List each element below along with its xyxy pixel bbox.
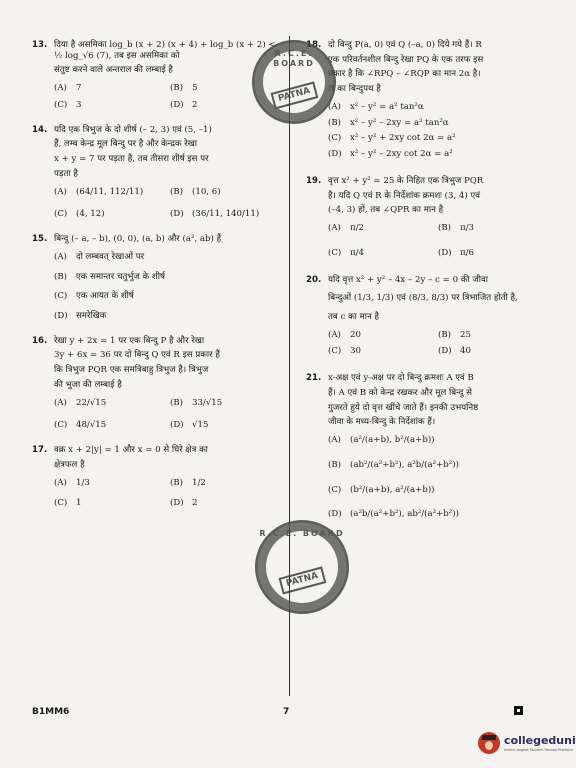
- options: [54, 187, 280, 220]
- stem-line: प्रकार है कि ∠RPQ – ∠RQP का मान 2α है।: [328, 69, 481, 80]
- option: [54, 83, 164, 94]
- question-number: 15.: [32, 234, 48, 245]
- stem-line: तब c का मान है: [328, 312, 380, 323]
- option-label: (A): [54, 186, 67, 197]
- option-text: 40: [460, 346, 471, 357]
- option-text: (4, 12): [76, 209, 105, 220]
- option: [54, 498, 164, 509]
- option-text: 3: [76, 99, 82, 110]
- stem-line: है। यदि Q एवं R के निर्देशांक क्रमशः (3, 4) एवं: [328, 190, 481, 201]
- option: [328, 248, 432, 259]
- stem-line: x + y = 7 पर पड़ता है, तब तीसरा शीर्ष इस पर: [54, 154, 209, 165]
- question-body: [328, 40, 542, 160]
- options: [54, 478, 280, 509]
- question-number: 17.: [32, 445, 48, 456]
- question-17: [32, 445, 280, 509]
- question-number: 19.: [306, 175, 322, 186]
- option: [328, 509, 542, 520]
- question-16: [32, 336, 280, 431]
- question-body: [54, 445, 280, 509]
- brand-tagline: India's largest Student Review Platform: [504, 747, 573, 752]
- option-text: 1: [76, 498, 82, 509]
- option-text: समरेखिक: [76, 311, 107, 322]
- option-text: (ab²/(a²+b²), a²b/(a²+b²)): [350, 459, 459, 470]
- option: [170, 187, 280, 198]
- question-15: [32, 234, 280, 322]
- option-text: दो लम्बवत् रेखाओं पर: [76, 251, 145, 262]
- board-stamp: [252, 40, 336, 124]
- question-21: [306, 373, 542, 520]
- option: [328, 149, 542, 160]
- stem-line: दिया है असमिका log_b (x + 2) (x + 4) + log_b (x + 2) < ½ log_√6 (7), तब इस असमिका को: [54, 40, 276, 61]
- option-text: √15: [192, 420, 209, 431]
- option: [54, 311, 280, 322]
- option-text: 22/√15: [76, 397, 107, 408]
- option-label: (D): [170, 99, 184, 110]
- booklet-code: B1MM6: [32, 707, 70, 717]
- option-text: 2: [192, 99, 198, 110]
- option: [54, 187, 164, 198]
- option: [438, 248, 542, 259]
- question-number: 13.: [32, 40, 48, 50]
- question-14: [32, 125, 280, 220]
- option-label: (A): [328, 101, 341, 112]
- option-label: (B): [170, 477, 184, 488]
- question-body: [54, 40, 280, 111]
- option-label: (D): [438, 247, 452, 258]
- option: [438, 223, 542, 234]
- collegeduni-logo: [478, 732, 576, 754]
- options: [54, 83, 280, 110]
- option-label: (D): [328, 509, 342, 520]
- option-label: (C): [54, 291, 68, 302]
- stamp-ring-text: R.C.E. BOARD: [273, 49, 315, 68]
- stem-line: हैं। A एवं B को केन्द्र रखकर और मूल बिन्दु से: [328, 387, 472, 398]
- board-stamp: [255, 520, 349, 614]
- option: [54, 209, 164, 220]
- option: [328, 118, 542, 129]
- option-text: 5: [192, 83, 198, 94]
- left-column: [32, 40, 280, 521]
- question-13: [32, 40, 280, 111]
- option-text: π/4: [350, 247, 365, 258]
- option-text: एक आयत के शीर्ष: [76, 291, 134, 302]
- option-label: (B): [54, 271, 68, 282]
- option: [170, 209, 280, 220]
- option: [328, 330, 432, 341]
- option-text: π/3: [460, 223, 475, 234]
- option-text: π/2: [350, 223, 365, 234]
- option-label: (B): [438, 329, 452, 340]
- options: [328, 223, 542, 258]
- question-stem: [54, 336, 280, 391]
- stamp-center-text: PATNA: [270, 82, 318, 110]
- stem-line: पड़ता है: [54, 168, 78, 179]
- option-text: x² – y² – 2xy cot 2α = a²: [350, 149, 453, 160]
- question-stem: [54, 234, 280, 245]
- option: [54, 252, 280, 263]
- question-stem: [328, 176, 542, 216]
- option: [54, 272, 280, 283]
- option: [54, 420, 164, 431]
- question-stem: [328, 373, 542, 428]
- option-text: (36/11, 140/11): [192, 209, 260, 220]
- stem-line: जीवा के मध्य-बिन्दु के निर्देशांक हैं।: [328, 417, 436, 428]
- option-label: (B): [170, 397, 184, 408]
- question-body: [54, 125, 280, 220]
- option: [54, 100, 164, 111]
- option-label: (C): [54, 209, 68, 220]
- logo-text: [504, 734, 576, 752]
- option-label: (D): [170, 498, 184, 509]
- option: [170, 398, 280, 409]
- option-label: (A): [54, 397, 67, 408]
- stem-line: हैं, लम्ब केन्द्र मूल बिन्दु पर है और केन्द्रक रेखा: [54, 139, 197, 150]
- option: [328, 460, 542, 471]
- question-body: [54, 234, 280, 322]
- option: [170, 420, 280, 431]
- option-label: (B): [438, 223, 452, 234]
- option-label: (D): [170, 209, 184, 220]
- option-text: (64/11, 112/11): [76, 186, 144, 197]
- option-text: 20: [350, 329, 361, 340]
- option: [170, 478, 280, 489]
- option-text: 7: [76, 83, 82, 94]
- option-label: (A): [54, 477, 67, 488]
- option-label: (B): [170, 83, 184, 94]
- options: [328, 330, 542, 357]
- stem-line: बिन्दु (– a, – b), (0, 0), (a, b) और (a², ab) हैं: [54, 234, 222, 245]
- option-text: 33/√15: [192, 397, 223, 408]
- option: [54, 291, 280, 302]
- option: [328, 435, 542, 446]
- option-label: (C): [328, 346, 342, 357]
- options: [328, 102, 542, 160]
- option-text: x² – y² = a² tan²α: [350, 101, 424, 112]
- option-label: (A): [328, 329, 341, 340]
- stem-line: संतुष्ट करने वाले अन्तराल की लम्बाई है: [54, 65, 173, 76]
- options: [54, 398, 280, 431]
- question-stem: [54, 40, 280, 76]
- stem-line: R का बिन्दुपथ है: [328, 84, 381, 95]
- option-label: (C): [54, 420, 68, 431]
- option-text: 2: [192, 498, 198, 509]
- option-label: (B): [170, 186, 184, 197]
- option: [328, 102, 542, 113]
- option-label: (D): [328, 149, 342, 160]
- option-label: (D): [170, 420, 184, 431]
- stem-line: रेखा y + 2x = 1 पर एक बिन्दु P है और रेखा: [54, 335, 205, 346]
- stem-line: (–4, 3) हों, तब ∠QPR का मान है: [328, 205, 444, 216]
- options: [54, 252, 280, 322]
- stem-line: वक्र x + 2|y| = 1 और x = 0 से घिरे क्षेत्र का: [54, 445, 208, 456]
- options: [328, 435, 542, 520]
- option: [438, 330, 542, 341]
- option: [328, 133, 542, 144]
- option-label: (C): [328, 247, 342, 258]
- stem-line: क्षेत्रफल है: [54, 459, 85, 470]
- stem-line: दो बिन्दु P(a, 0) एवं Q (–a, 0) दिये गये हैं। R: [328, 40, 482, 50]
- question-stem: [328, 40, 542, 95]
- option: [328, 346, 432, 357]
- question-body: [328, 275, 542, 358]
- question-number: 20.: [306, 274, 322, 285]
- question-number: 16.: [32, 335, 48, 346]
- option: [54, 398, 164, 409]
- stem-line: एक परिवर्तनशील बिन्दु रेखा PQ के एक तरफ इस: [328, 54, 484, 65]
- option-text: (10, 6): [192, 186, 221, 197]
- option: [438, 346, 542, 357]
- option-label: (B): [328, 459, 342, 470]
- square-marker-icon: [514, 706, 523, 715]
- option-text: x² – y² – 2xy = a² tan²α: [350, 117, 449, 128]
- right-column: [306, 40, 542, 532]
- option-label: (A): [54, 251, 67, 262]
- stem-line: x-अक्ष एवं y-अक्ष पर दो बिन्दु क्रमशः A एवं B: [328, 373, 474, 384]
- stem-line: कि त्रिभुज PQR एक समत्रिबाहु त्रिभुज है। त्रिभुज: [54, 365, 209, 376]
- option-label: (C): [54, 99, 68, 110]
- option-text: 1/3: [76, 477, 90, 488]
- stem-line: की भुजा की लम्बाई है: [54, 379, 122, 390]
- brand-name: collegeduni: [504, 733, 576, 747]
- stem-line: गुजरते हुये दो वृत्त खींचे जाते हैं। इनकी उभयनिष्ठ: [328, 402, 479, 413]
- option-text: 30: [350, 346, 361, 357]
- stem-line: बिन्दुओं (1/3, 1/3) एवं (8/3, 8/3) पर त्रिभाजित होती है,: [328, 293, 518, 304]
- option-label: (D): [54, 311, 68, 322]
- option-text: (a²b/(a²+b²), ab²/(a²+b²)): [350, 509, 459, 520]
- question-body: [328, 176, 542, 259]
- option-text: (a²/(a+b), b²/(a+b)): [350, 435, 435, 446]
- option-label: (A): [328, 223, 341, 234]
- student-avatar-icon: [478, 732, 500, 754]
- option: [170, 498, 280, 509]
- stem-line: यदि वृत्त x² + y² – 4x – 2y – c = 0 की जीवा: [328, 274, 488, 285]
- option: [328, 485, 542, 496]
- option: [328, 223, 432, 234]
- option-text: 48/√15: [76, 420, 107, 431]
- question-number: 18.: [306, 40, 322, 50]
- option-label: (A): [328, 435, 341, 446]
- stem-line: वृत्त x² + y² = 25 के निहित एक त्रिभुज PQR: [328, 175, 484, 186]
- question-stem: [54, 445, 280, 470]
- question-stem: [54, 125, 280, 180]
- question-number: 21.: [306, 373, 322, 384]
- page-number: 7: [283, 707, 290, 717]
- option-label: (D): [438, 346, 452, 357]
- option-text: एक समान्तर चतुर्भुज के शीर्ष: [76, 271, 165, 282]
- option-label: (A): [54, 83, 67, 94]
- question-body: [54, 336, 280, 431]
- option-label: (C): [328, 484, 342, 495]
- question-body: [328, 373, 542, 520]
- question-18: [306, 40, 542, 160]
- question-19: [306, 176, 542, 259]
- option-text: 1/2: [192, 477, 206, 488]
- question-20: [306, 275, 542, 358]
- option-label: (C): [328, 133, 342, 144]
- option: [54, 478, 164, 489]
- question-number: 14.: [32, 124, 48, 135]
- option-text: π/6: [460, 247, 475, 258]
- stem-line: 3y + 6x = 36 पर दो बिन्दु Q एवं R इस प्रकार हैं: [54, 350, 220, 361]
- option-text: x² – y² + 2xy cot 2α = a²: [350, 133, 456, 144]
- stem-line: यदि एक त्रिभुज के दो शीर्ष (– 2, 3) एवं (5, –1): [54, 124, 212, 135]
- stamp-ring-text: R.C.E. BOARD: [259, 529, 345, 538]
- option-label: (C): [54, 498, 68, 509]
- option-label: (B): [328, 117, 342, 128]
- question-stem: [328, 275, 542, 323]
- stamp-center-text: PATNA: [278, 567, 326, 595]
- option-text: 25: [460, 329, 471, 340]
- option-text: (b²/(a+b), a²/(a+b)): [350, 484, 435, 495]
